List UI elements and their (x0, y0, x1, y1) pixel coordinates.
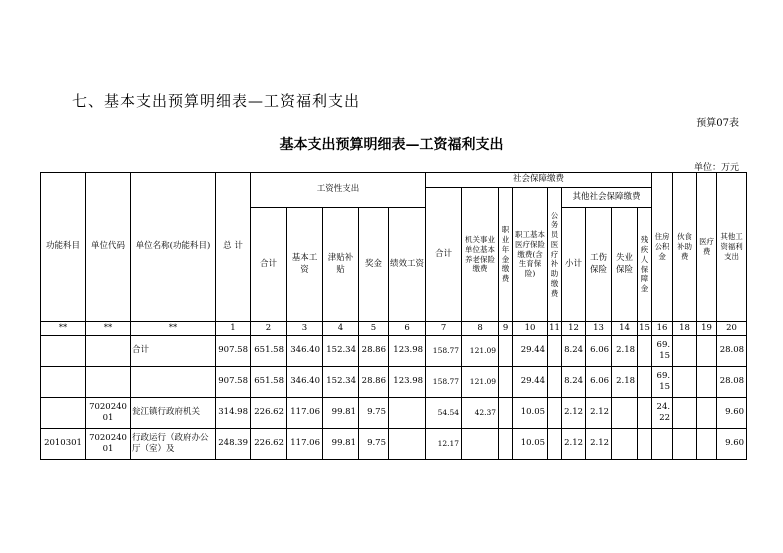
index-cell: 13 (586, 322, 612, 336)
code-cell (86, 336, 131, 367)
pension-cell: 121.09 (462, 367, 499, 398)
header-civil-medical: 公务员医疗补助缴费 (548, 188, 562, 322)
section-title: 七、基本支出预算明细表—工资福利支出 (72, 92, 361, 110)
salary-subtotal-cell: 226.62 (251, 398, 287, 429)
annuity-cell (499, 398, 513, 429)
social-subtotal-cell: 158.77 (426, 367, 462, 398)
meal-cell (673, 336, 697, 367)
index-cell: ** (86, 322, 131, 336)
header-social-subtotal: 合计 (426, 188, 462, 322)
medical-fee-cell (697, 367, 717, 398)
header-housing: 住房公积金 (652, 173, 673, 322)
index-cell: 4 (323, 322, 359, 336)
medical-cell: 29.44 (513, 367, 548, 398)
table-row (41, 398, 747, 429)
index-cell: 20 (717, 322, 747, 336)
other-subtotal-cell: 2.12 (562, 398, 586, 429)
total-cell: 907.58 (216, 367, 251, 398)
index-cell: ** (41, 322, 86, 336)
index-cell: 15 (638, 322, 652, 336)
annuity-cell (499, 336, 513, 367)
header-medical-fee: 医疗费 (697, 173, 717, 322)
func-cell (41, 398, 86, 429)
header-row-1 (41, 173, 747, 188)
unit-label: 单位：万元 (693, 163, 739, 173)
func-cell (41, 367, 86, 398)
header-unit-code: 单位代码 (86, 173, 131, 322)
civil-medical-cell (548, 367, 562, 398)
index-row (41, 322, 747, 336)
total-cell: 907.58 (216, 336, 251, 367)
index-cell: 2 (251, 322, 287, 336)
code-cell: 702024001 (86, 429, 131, 460)
medical-fee-cell (697, 429, 717, 460)
disabled-cell (638, 336, 652, 367)
meal-cell (673, 398, 697, 429)
performance-cell: 123.98 (389, 336, 426, 367)
unemployment-cell: 2.18 (612, 336, 638, 367)
bonus-cell: 9.75 (359, 429, 389, 460)
name-cell: 合计 (131, 336, 216, 367)
index-cell: ** (131, 322, 216, 336)
basic-salary-cell: 117.06 (287, 398, 323, 429)
civil-medical-cell (548, 336, 562, 367)
injury-cell: 6.06 (586, 336, 612, 367)
medical-fee-cell (697, 336, 717, 367)
header-basic-salary: 基本工资 (287, 208, 323, 322)
bonus-cell: 9.75 (359, 398, 389, 429)
meal-cell (673, 429, 697, 460)
civil-medical-cell (548, 398, 562, 429)
allowance-cell: 99.81 (323, 398, 359, 429)
other-subtotal-cell: 2.12 (562, 429, 586, 460)
header-medical: 职工基本医疗保险缴费(含生育保险) (513, 188, 548, 322)
disabled-cell (638, 429, 652, 460)
header-other-welfare: 其他工资福利支出 (717, 173, 747, 322)
medical-cell: 10.05 (513, 398, 548, 429)
header-salary-group: 工资性支出 (251, 173, 426, 208)
allowance-cell: 152.34 (323, 336, 359, 367)
salary-subtotal-cell: 651.58 (251, 367, 287, 398)
header-pension: 机关事业单位基本养老保险缴费 (462, 188, 499, 322)
index-cell: 12 (562, 322, 586, 336)
basic-salary-cell: 117.06 (287, 429, 323, 460)
allowance-cell: 99.81 (323, 429, 359, 460)
index-cell: 5 (359, 322, 389, 336)
index-cell: 10 (513, 322, 548, 336)
index-cell: 11 (548, 322, 562, 336)
func-cell (41, 336, 86, 367)
index-cell: 19 (697, 322, 717, 336)
civil-medical-cell (548, 429, 562, 460)
unemployment-cell: 2.18 (612, 367, 638, 398)
bonus-cell: 28.86 (359, 367, 389, 398)
meal-cell (673, 367, 697, 398)
index-cell: 9 (499, 322, 513, 336)
func-cell: 2010301 (41, 429, 86, 460)
other-welfare-cell: 9.60 (717, 398, 747, 429)
index-cell: 3 (287, 322, 323, 336)
basic-salary-cell: 346.40 (287, 336, 323, 367)
other-welfare-cell: 28.08 (717, 367, 747, 398)
allowance-cell: 152.34 (323, 367, 359, 398)
salary-subtotal-cell: 226.62 (251, 429, 287, 460)
medical-cell: 29.44 (513, 336, 548, 367)
injury-cell: 2.12 (586, 429, 612, 460)
header-social-group: 社会保障缴费 (426, 173, 652, 188)
index-cell: 16 (652, 322, 673, 336)
disabled-cell (638, 398, 652, 429)
index-cell: 6 (389, 322, 426, 336)
social-subtotal-cell: 12.17 (426, 429, 462, 460)
header-performance: 绩效工资 (389, 208, 426, 322)
header-salary-subtotal: 合计 (251, 208, 287, 322)
header-bonus: 奖金 (359, 208, 389, 322)
performance-cell: 123.98 (389, 367, 426, 398)
code-cell: 702024001 (86, 398, 131, 429)
housing-cell: 24.22 (652, 398, 673, 429)
code-cell (86, 367, 131, 398)
performance-cell (389, 398, 426, 429)
housing-cell: 69.15 (652, 367, 673, 398)
other-subtotal-cell: 8.24 (562, 367, 586, 398)
index-cell: 7 (426, 322, 462, 336)
other-welfare-cell: 9.60 (717, 429, 747, 460)
header-other-social-group: 其他社会保障缴费 (562, 188, 652, 208)
header-unit-name: 单位名称(功能科目) (131, 173, 216, 322)
name-cell: 瓮江镇行政府机关 (131, 398, 216, 429)
header-annuity: 职业年金缴费 (499, 188, 513, 322)
injury-cell: 2.12 (586, 398, 612, 429)
name-cell (131, 367, 216, 398)
index-cell: 8 (462, 322, 499, 336)
header-total: 总 计 (216, 173, 251, 322)
performance-cell (389, 429, 426, 460)
table-title: 基本支出预算明细表—工资福利支出 (279, 137, 504, 153)
medical-cell: 10.05 (513, 429, 548, 460)
pension-cell (462, 429, 499, 460)
header-disabled: 残疾人保障金 (638, 208, 652, 322)
other-subtotal-cell: 8.24 (562, 336, 586, 367)
basic-salary-cell: 346.40 (287, 367, 323, 398)
medical-fee-cell (697, 398, 717, 429)
name-cell: 行政运行（政府办公厅（室）及 (131, 429, 216, 460)
salary-subtotal-cell: 651.58 (251, 336, 287, 367)
table-row (41, 429, 747, 460)
pension-cell: 121.09 (462, 336, 499, 367)
header-unemployment: 失业保险 (612, 208, 638, 322)
index-cell: 1 (216, 322, 251, 336)
table-code: 预算07表 (696, 118, 739, 129)
table-row (41, 367, 747, 398)
injury-cell: 6.06 (586, 367, 612, 398)
other-welfare-cell: 28.08 (717, 336, 747, 367)
header-meal: 伙食补助费 (673, 173, 697, 322)
bonus-cell: 28.86 (359, 336, 389, 367)
header-injury: 工伤保险 (586, 208, 612, 322)
unemployment-cell (612, 429, 638, 460)
index-cell: 14 (612, 322, 638, 336)
housing-cell: 69.15 (652, 336, 673, 367)
social-subtotal-cell: 158.77 (426, 336, 462, 367)
header-other-subtotal: 小计 (562, 208, 586, 322)
annuity-cell (499, 429, 513, 460)
index-cell: 18 (673, 322, 697, 336)
unemployment-cell (612, 398, 638, 429)
total-cell: 314.98 (216, 398, 251, 429)
header-func-subject: 功能科目 (41, 173, 86, 322)
disabled-cell (638, 367, 652, 398)
header-allowance: 津贴补贴 (323, 208, 359, 322)
social-subtotal-cell: 54.54 (426, 398, 462, 429)
pension-cell: 42.37 (462, 398, 499, 429)
budget-table (40, 172, 747, 460)
table-row (41, 336, 747, 367)
annuity-cell (499, 367, 513, 398)
housing-cell (652, 429, 673, 460)
total-cell: 248.39 (216, 429, 251, 460)
